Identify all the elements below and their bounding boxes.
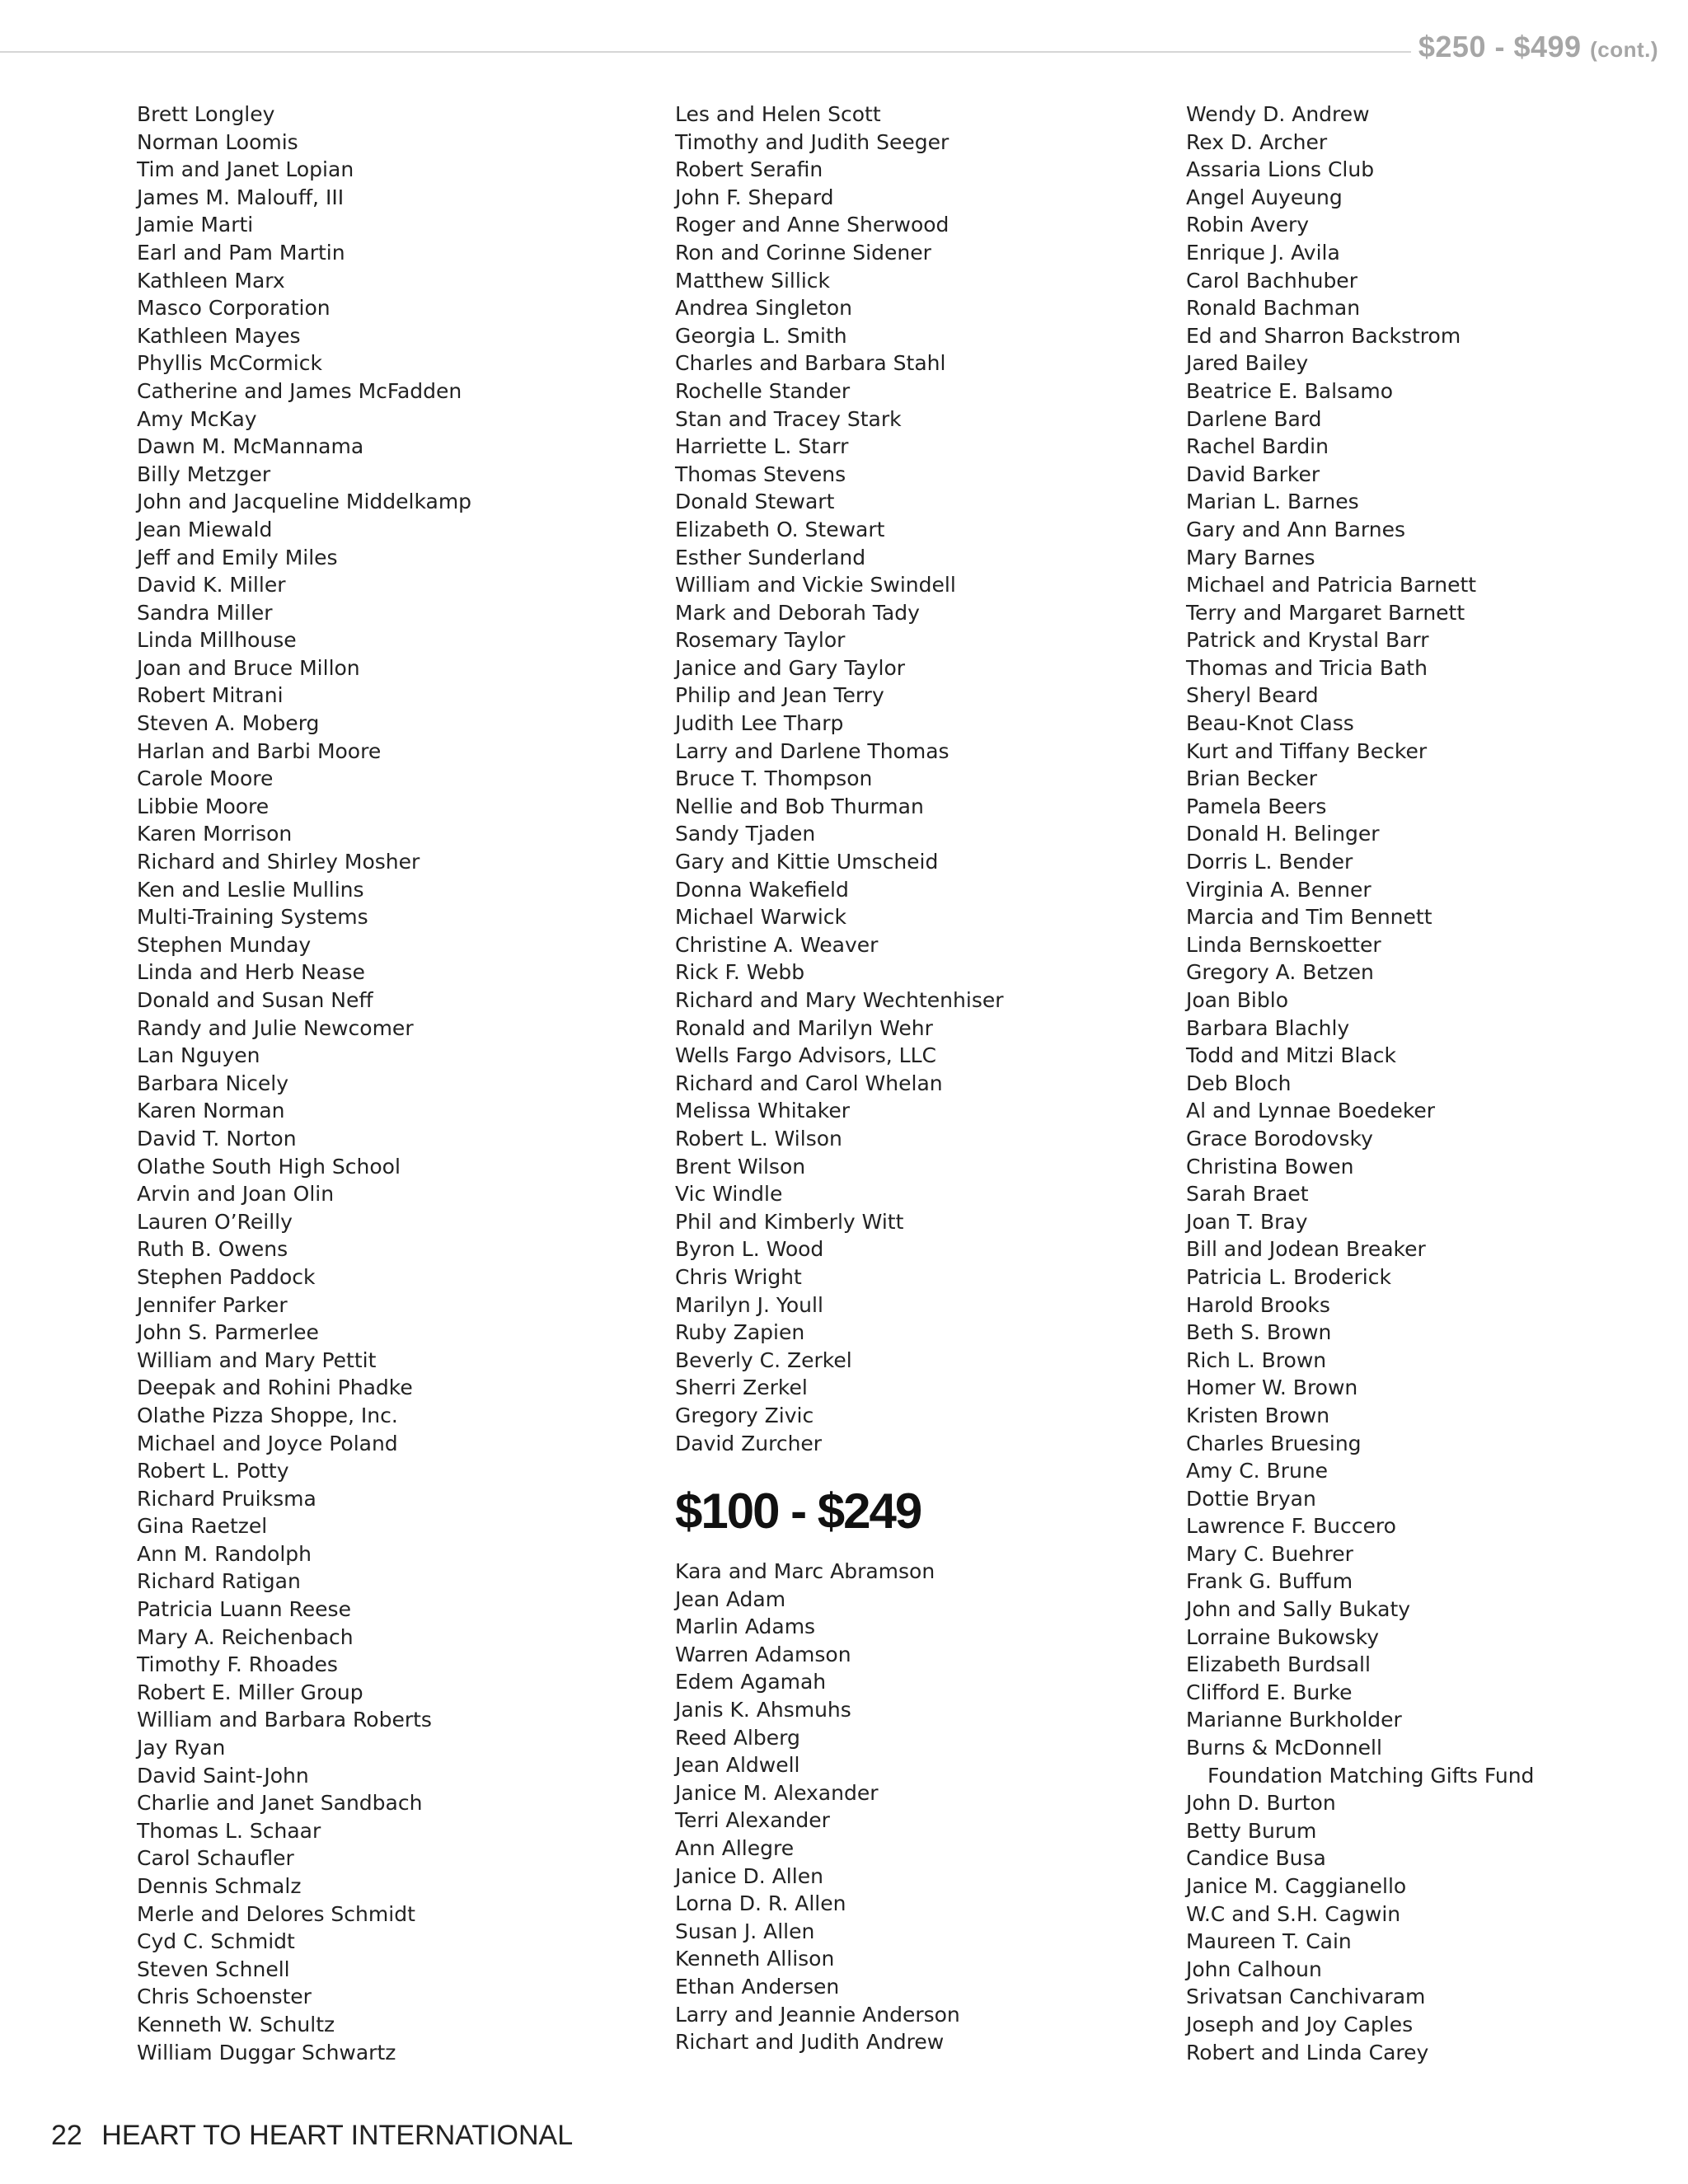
donor-name: Sheryl Beard bbox=[1186, 683, 1319, 708]
donor-list bbox=[675, 1558, 1004, 2056]
donor-name: Janice M. Alexander bbox=[675, 1780, 879, 1805]
donor-name: Marianne Burkholder bbox=[1186, 1708, 1402, 1732]
donor-name: John and Sally Bukaty bbox=[1186, 1597, 1411, 1622]
donor-name: Ann Allegre bbox=[675, 1836, 795, 1861]
donor-name: Kathleen Marx bbox=[137, 268, 285, 293]
donor-name: Lorraine Bukowsky bbox=[1186, 1624, 1380, 1649]
donor-name: Byron L. Wood bbox=[675, 1237, 824, 1262]
donor-name: Robert Mitrani bbox=[137, 683, 284, 708]
donor-name: Elizabeth O. Stewart bbox=[675, 517, 885, 541]
donor-name: Ron and Corinne Sidener bbox=[675, 240, 931, 265]
donor-name: Donald H. Belinger bbox=[1186, 822, 1380, 846]
donor-name: Matthew Sillick bbox=[675, 268, 830, 293]
donor-name: Susan J. Allen bbox=[675, 1919, 815, 1943]
donor-name: Randy and Julie Newcomer bbox=[137, 1015, 414, 1040]
donor-name: Olathe South High School bbox=[137, 1154, 401, 1179]
donor-name: Mary C. Buehrer bbox=[1186, 1541, 1353, 1566]
donor-name: Frank G. Buffum bbox=[1186, 1569, 1353, 1594]
donor-name: Enrique J. Avila bbox=[1186, 240, 1340, 265]
section-header-range: $250 - $499 bbox=[1418, 30, 1582, 63]
donor-name: John and Jacqueline Middelkamp bbox=[137, 490, 472, 514]
donor-name: Richard and Shirley Mosher bbox=[137, 850, 420, 874]
donor-name: David Barker bbox=[1186, 462, 1320, 486]
donor-name: Olathe Pizza Shoppe, Inc. bbox=[137, 1403, 398, 1427]
donor-name: Marilyn J. Youll bbox=[675, 1292, 823, 1317]
donor-name: Ann M. Randolph bbox=[137, 1541, 312, 1566]
donor-name: Billy Metzger bbox=[137, 462, 271, 486]
donor-name: William Duggar Schwartz bbox=[137, 2040, 396, 2064]
donor-name: David K. Miller bbox=[137, 573, 286, 598]
donor-name: John F. Shepard bbox=[675, 185, 834, 209]
donor-name: Lauren O’Reilly bbox=[137, 1209, 293, 1234]
donor-name: Pamela Beers bbox=[1186, 794, 1327, 818]
donor-name: Janis K. Ahsmuhs bbox=[675, 1698, 851, 1722]
donor-name: Ken and Leslie Mullins bbox=[137, 877, 364, 902]
donor-name: Jeff and Emily Miles bbox=[137, 545, 338, 569]
donor-name: Joan and Bruce Millon bbox=[137, 655, 360, 680]
donor-name: Thomas Stevens bbox=[675, 462, 846, 486]
donor-name: Harold Brooks bbox=[1186, 1292, 1330, 1317]
footer-organization: HEART TO HEART INTERNATIONAL bbox=[101, 2120, 574, 2151]
donor-name: Christina Bowen bbox=[1186, 1154, 1354, 1179]
donor-name: Chris Schoenster bbox=[137, 1985, 312, 2009]
section-header-cont: (cont.) bbox=[1590, 37, 1658, 62]
donor-name: Deepak and Rohini Phadke bbox=[137, 1376, 413, 1400]
donor-name: Steven A. Moberg bbox=[137, 711, 320, 736]
donor-name: Norman Loomis bbox=[137, 129, 298, 154]
donor-name: Elizabeth Burdsall bbox=[1186, 1652, 1371, 1677]
donor-name: Karen Norman bbox=[137, 1099, 285, 1123]
donor-name: James M. Malouff, III bbox=[137, 185, 345, 209]
donor-name: Mary A. Reichenbach bbox=[137, 1624, 354, 1649]
donor-name: Mark and Deborah Tady bbox=[675, 600, 920, 625]
page-footer bbox=[51, 2120, 573, 2152]
donor-name: William and Barbara Roberts bbox=[137, 1708, 432, 1732]
donor-name: Georgia L. Smith bbox=[675, 323, 847, 348]
donor-name: Barbara Nicely bbox=[137, 1071, 288, 1095]
donor-name: Nellie and Bob Thurman bbox=[675, 794, 924, 818]
donor-name: Harriette L. Starr bbox=[675, 434, 849, 459]
donor-name: Stephen Paddock bbox=[137, 1264, 316, 1289]
donor-name: Rachel Bardin bbox=[1186, 434, 1329, 459]
donor-name: Beth S. Brown bbox=[1186, 1320, 1332, 1345]
donor-name: Foundation Matching Gifts Fund bbox=[1207, 1763, 1535, 1788]
donor-name: Kenneth W. Schultz bbox=[137, 2012, 335, 2036]
donor-name: Brent Wilson bbox=[675, 1154, 806, 1179]
donor-name: John D. Burton bbox=[1186, 1791, 1336, 1816]
donor-name: Amy C. Brune bbox=[1186, 1459, 1329, 1483]
donor-name: Melissa Whitaker bbox=[675, 1099, 851, 1123]
donor-name: Thomas and Tricia Bath bbox=[1186, 655, 1428, 680]
donor-name: Rich L. Brown bbox=[1186, 1347, 1327, 1372]
donor-name: Charlie and Janet Sandbach bbox=[137, 1791, 423, 1816]
donor-name: Warren Adamson bbox=[675, 1642, 851, 1666]
donor-name: David Zurcher bbox=[675, 1431, 823, 1455]
donor-name: Cyd C. Schmidt bbox=[137, 1929, 295, 1954]
donor-name: Jean Aldwell bbox=[675, 1753, 800, 1778]
donor-name: Michael and Patricia Barnett bbox=[1186, 573, 1477, 598]
donor-name: Richard and Carol Whelan bbox=[675, 1071, 943, 1095]
donor-name: Al and Lynnae Boedeker bbox=[1186, 1099, 1436, 1123]
donor-name: Grace Borodovsky bbox=[1186, 1126, 1373, 1151]
donor-name: Betty Burum bbox=[1186, 1818, 1317, 1843]
donor-name: Lorna D. R. Allen bbox=[675, 1891, 846, 1916]
donor-name: Jared Bailey bbox=[1186, 351, 1309, 376]
donor-name: W.C and S.H. Cagwin bbox=[1186, 1901, 1401, 1926]
donor-name: David Saint-John bbox=[137, 1763, 309, 1788]
donor-name: Clifford E. Burke bbox=[1186, 1680, 1353, 1704]
donor-name: Linda and Herb Nease bbox=[137, 960, 365, 985]
donor-name: Sandra Miller bbox=[137, 600, 273, 625]
donor-name: Multi-Training Systems bbox=[137, 905, 368, 930]
donor-name: Ronald and Marilyn Wehr bbox=[675, 1015, 933, 1040]
donor-name: Janice D. Allen bbox=[675, 1863, 823, 1888]
donor-name: Merle and Delores Schmidt bbox=[137, 1901, 415, 1926]
donor-name: Robin Avery bbox=[1186, 213, 1310, 237]
donor-name: Virginia A. Benner bbox=[1186, 877, 1372, 902]
donor-name: Janice M. Caggianello bbox=[1186, 1874, 1407, 1898]
donor-name: Marlin Adams bbox=[675, 1615, 816, 1639]
donor-name: Marian L. Barnes bbox=[1186, 490, 1359, 514]
donor-name: Christine A. Weaver bbox=[675, 932, 879, 957]
donor-name: Kurt and Tiffany Becker bbox=[1186, 738, 1428, 763]
donor-name: Beatrice E. Balsamo bbox=[1186, 378, 1394, 403]
donor-name: Harlan and Barbi Moore bbox=[137, 738, 382, 763]
donor-name: Steven Schnell bbox=[137, 1957, 290, 1981]
donor-name: Phyllis McCormick bbox=[137, 351, 322, 376]
donor-name: Jean Miewald bbox=[137, 517, 273, 541]
donor-name: Patricia Luann Reese bbox=[137, 1597, 351, 1622]
donor-name: Patricia L. Broderick bbox=[1186, 1264, 1391, 1289]
donor-name: Timothy and Judith Seeger bbox=[675, 129, 950, 154]
donor-name: Philip and Jean Terry bbox=[675, 683, 884, 708]
donor-name: Sherri Zerkel bbox=[675, 1376, 808, 1400]
page-number: 22 bbox=[51, 2120, 82, 2151]
donor-name: Todd and Mitzi Black bbox=[1186, 1043, 1396, 1068]
donor-name: Candice Busa bbox=[1186, 1846, 1326, 1871]
donor-name: Stan and Tracey Stark bbox=[675, 406, 902, 431]
donor-name: Ronald Bachman bbox=[1186, 296, 1361, 321]
donor-name: Sandy Tjaden bbox=[675, 822, 816, 846]
donor-name: Arvin and Joan Olin bbox=[137, 1182, 335, 1207]
header-rule bbox=[0, 51, 1411, 53]
donor-name: Sarah Braet bbox=[1186, 1182, 1309, 1207]
donor-name: Charles Bruesing bbox=[1186, 1431, 1362, 1455]
donor-name: Gregory A. Betzen bbox=[1186, 960, 1374, 985]
donor-name: Assaria Lions Club bbox=[1186, 157, 1375, 182]
donor-name: Homer W. Brown bbox=[1186, 1376, 1358, 1400]
donor-name: Carol Schaufler bbox=[137, 1846, 294, 1871]
donor-name: Dawn M. McMannama bbox=[137, 434, 364, 459]
donor-name: Chris Wright bbox=[675, 1264, 802, 1289]
donor-name: Beverly C. Zerkel bbox=[675, 1347, 852, 1372]
donor-name: Beau-Knot Class bbox=[1186, 711, 1354, 736]
donor-name: Robert L. Potty bbox=[137, 1459, 289, 1483]
donor-name: Barbara Blachly bbox=[1186, 1015, 1350, 1040]
donor-name: Donald Stewart bbox=[675, 490, 835, 514]
donor-name: Gary and Kittie Umscheid bbox=[675, 850, 939, 874]
donor-name: Earl and Pam Martin bbox=[137, 240, 345, 265]
donor-name: David T. Norton bbox=[137, 1126, 297, 1151]
donor-name: Bill and Jodean Breaker bbox=[1186, 1237, 1426, 1262]
donor-name: Maureen T. Cain bbox=[1186, 1929, 1352, 1954]
donor-name: Joseph and Joy Caples bbox=[1186, 2012, 1414, 2036]
donor-name: Robert L. Wilson bbox=[675, 1126, 842, 1151]
donor-name: Richard Ratigan bbox=[137, 1569, 301, 1594]
donor-name: Deb Bloch bbox=[1186, 1071, 1292, 1095]
donor-name: Kristen Brown bbox=[1186, 1403, 1330, 1427]
donor-name: Lan Nguyen bbox=[137, 1043, 260, 1068]
donor-name: Linda Millhouse bbox=[137, 628, 297, 653]
donor-name: Donna Wakefield bbox=[675, 877, 849, 902]
donor-name: Wells Fargo Advisors, LLC bbox=[675, 1043, 936, 1068]
donor-name: William and Mary Pettit bbox=[137, 1347, 377, 1372]
donor-name: Angel Auyeung bbox=[1186, 185, 1343, 209]
donor-name: Kara and Marc Abramson bbox=[675, 1559, 935, 1584]
donor-name: Richard Pruiksma bbox=[137, 1486, 316, 1511]
donor-name: Vic Windle bbox=[675, 1182, 783, 1207]
donor-column-1 bbox=[137, 101, 471, 2066]
donor-name: Robert and Linda Carey bbox=[1186, 2040, 1429, 2064]
donor-name: Mary Barnes bbox=[1186, 545, 1315, 569]
donor-name: Les and Helen Scott bbox=[675, 102, 881, 126]
donor-name: Gina Raetzel bbox=[137, 1514, 268, 1539]
donor-name: Srivatsan Canchivaram bbox=[1186, 1985, 1426, 2009]
donor-list bbox=[1186, 101, 1534, 2066]
donor-name: Robert E. Miller Group bbox=[137, 1680, 363, 1704]
donor-name: Michael Warwick bbox=[675, 905, 847, 930]
donor-name: Ethan Andersen bbox=[675, 1975, 840, 1999]
donor-name: Andrea Singleton bbox=[675, 296, 852, 321]
donor-name: Reed Alberg bbox=[675, 1725, 800, 1750]
donor-name: Wendy D. Andrew bbox=[1186, 102, 1370, 126]
donor-name: Marcia and Tim Bennett bbox=[1186, 905, 1432, 930]
donor-name: Kenneth Allison bbox=[675, 1947, 835, 1971]
donor-name: Robert Serafin bbox=[675, 157, 823, 182]
donor-name: Ruby Zapien bbox=[675, 1320, 805, 1345]
donor-name: Jay Ryan bbox=[137, 1736, 226, 1760]
donor-name: Masco Corporation bbox=[137, 296, 331, 321]
donor-name: Gary and Ann Barnes bbox=[1186, 517, 1405, 541]
donor-list bbox=[675, 101, 1004, 1457]
donor-name: Linda Bernskoetter bbox=[1186, 932, 1381, 957]
donor-name: Charles and Barbara Stahl bbox=[675, 351, 946, 376]
donor-name: Ruth B. Owens bbox=[137, 1237, 288, 1262]
donor-name: Esther Sunderland bbox=[675, 545, 866, 569]
donor-name: Patrick and Krystal Barr bbox=[1186, 628, 1429, 653]
donor-column-2 bbox=[675, 101, 1004, 2056]
donor-list bbox=[137, 101, 471, 2066]
donor-name: Edem Agamah bbox=[675, 1670, 827, 1694]
donor-name: Phil and Kimberly Witt bbox=[675, 1209, 904, 1234]
donor-name: Carol Bachhuber bbox=[1186, 268, 1357, 293]
donor-name: Rochelle Stander bbox=[675, 378, 851, 403]
donor-name: Dorris L. Bender bbox=[1186, 850, 1353, 874]
donor-name: Terri Alexander bbox=[675, 1808, 830, 1833]
donor-name: Darlene Bard bbox=[1186, 406, 1322, 431]
donor-name: Ed and Sharron Backstrom bbox=[1186, 323, 1461, 348]
donor-name: John Calhoun bbox=[1186, 1957, 1322, 1981]
donor-name: Terry and Margaret Barnett bbox=[1186, 600, 1465, 625]
donor-column-3 bbox=[1186, 101, 1534, 2066]
donor-name: Judith Lee Tharp bbox=[675, 711, 844, 736]
donor-name: Karen Morrison bbox=[137, 822, 293, 846]
donor-name: Richard and Mary Wechtenhiser bbox=[675, 988, 1004, 1012]
donor-name: Amy McKay bbox=[137, 406, 257, 431]
donor-name: Rex D. Archer bbox=[1186, 129, 1328, 154]
donor-name: Jamie Marti bbox=[137, 213, 254, 237]
donor-name: Tim and Janet Lopian bbox=[137, 157, 354, 182]
donor-name: Joan Biblo bbox=[1186, 988, 1288, 1012]
donor-name: Larry and Jeannie Anderson bbox=[675, 2002, 960, 2027]
donor-name: Carole Moore bbox=[137, 766, 274, 791]
donor-name: Burns & McDonnell bbox=[1186, 1736, 1382, 1760]
donor-name: Kathleen Mayes bbox=[137, 323, 301, 348]
donor-name: Larry and Darlene Thomas bbox=[675, 738, 950, 763]
donor-name: Donald and Susan Neff bbox=[137, 988, 373, 1012]
donor-name: Richart and Judith Andrew bbox=[675, 2030, 945, 2055]
donor-name: Dottie Bryan bbox=[1186, 1486, 1316, 1511]
donor-name: Joan T. Bray bbox=[1186, 1209, 1308, 1234]
donor-name: John S. Parmerlee bbox=[137, 1320, 319, 1345]
donor-name: Jean Adam bbox=[675, 1586, 786, 1611]
donor-name: Rick F. Webb bbox=[675, 960, 805, 985]
donor-name: William and Vickie Swindell bbox=[675, 573, 956, 598]
donor-name: Janice and Gary Taylor bbox=[675, 655, 906, 680]
donor-name: Lawrence F. Buccero bbox=[1186, 1514, 1396, 1539]
donor-name: Bruce T. Thompson bbox=[675, 766, 873, 791]
donor-name: Roger and Anne Sherwood bbox=[675, 213, 950, 237]
donor-name: Rosemary Taylor bbox=[675, 628, 846, 653]
donor-name: Thomas L. Schaar bbox=[137, 1818, 321, 1843]
section-heading-100-249: $100 - $249 bbox=[675, 1483, 921, 1540]
donor-name: Dennis Schmalz bbox=[137, 1874, 302, 1898]
donor-name: Catherine and James McFadden bbox=[137, 378, 462, 403]
donor-name: Michael and Joyce Poland bbox=[137, 1431, 398, 1455]
donor-name: Brian Becker bbox=[1186, 766, 1318, 791]
donor-name: Timothy F. Rhoades bbox=[137, 1652, 338, 1677]
donor-name: Jennifer Parker bbox=[137, 1292, 288, 1317]
donor-name: Brett Longley bbox=[137, 102, 275, 126]
donor-name: Gregory Zivic bbox=[675, 1403, 814, 1427]
donor-name: Stephen Munday bbox=[137, 932, 312, 957]
donor-name: Libbie Moore bbox=[137, 794, 270, 818]
section-header bbox=[1418, 30, 1658, 64]
